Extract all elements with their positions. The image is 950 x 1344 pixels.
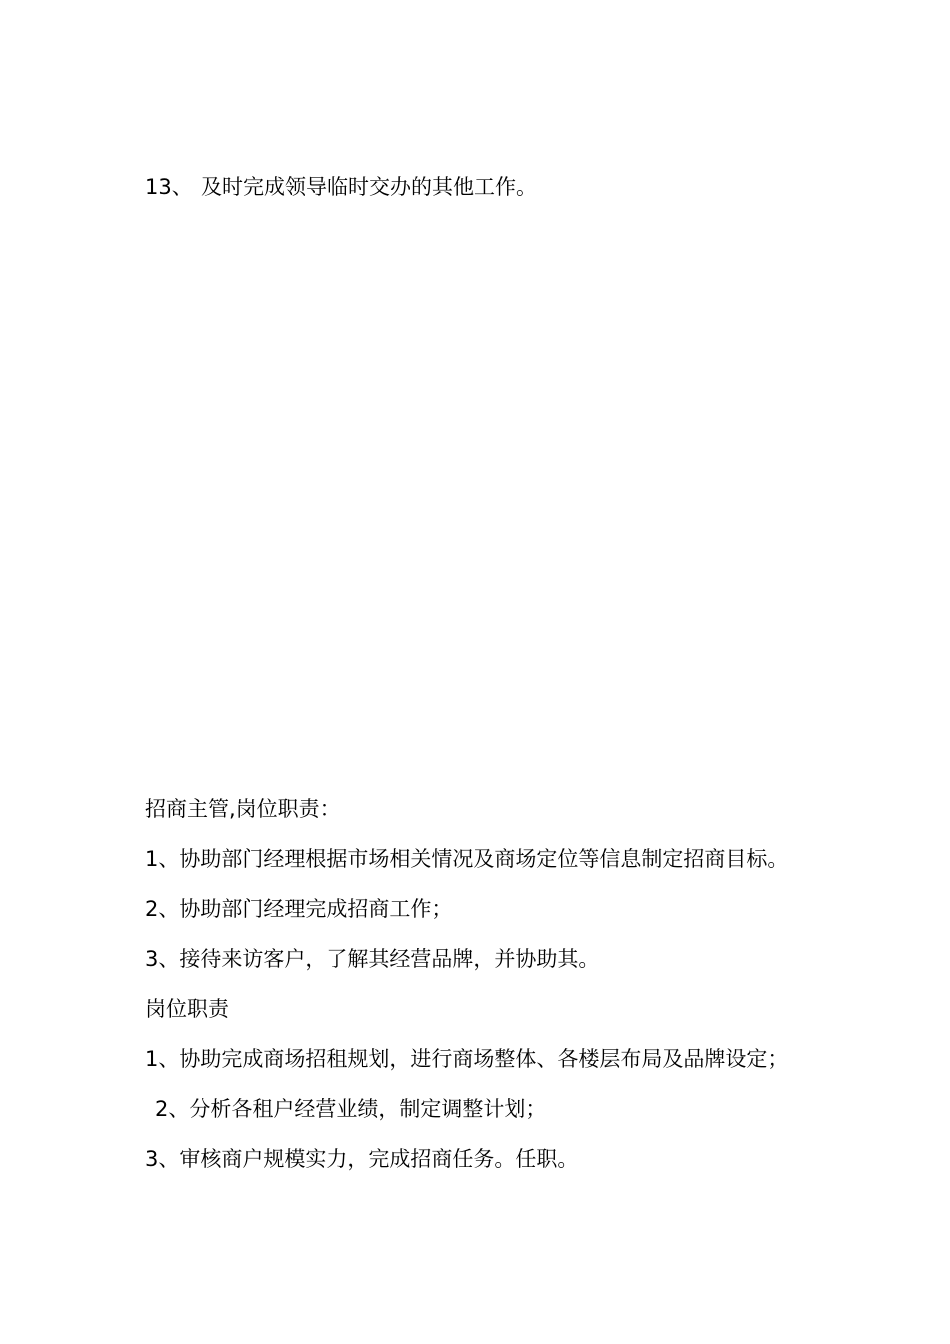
section-heading-supervisor-duties: 招商主管,岗位职责： <box>145 797 341 821</box>
item-number: 13、 <box>145 175 193 199</box>
list-item: 3、接待来访客户，了解其经营品牌，并协助其。 <box>145 947 600 971</box>
list-item: 1、协助完成商场招租规划，进行商场整体、各楼层布局及品牌设定； <box>145 1047 789 1071</box>
section-heading-duties: 岗位职责 <box>145 997 229 1021</box>
list-item: 1、协助部门经理根据市场相关情况及商场定位等信息制定招商目标。 <box>145 847 789 871</box>
list-item-13 <box>145 175 537 199</box>
item-text: 及时完成领导临时交办的其他工作。 <box>201 175 537 199</box>
list-item: 2、协助部门经理完成招商工作； <box>145 897 453 921</box>
list-item: 2、分析各租户经营业绩，制定调整计划； <box>155 1097 547 1121</box>
list-item: 3、审核商户规模实力，完成招商任务。任职。 <box>145 1147 579 1171</box>
